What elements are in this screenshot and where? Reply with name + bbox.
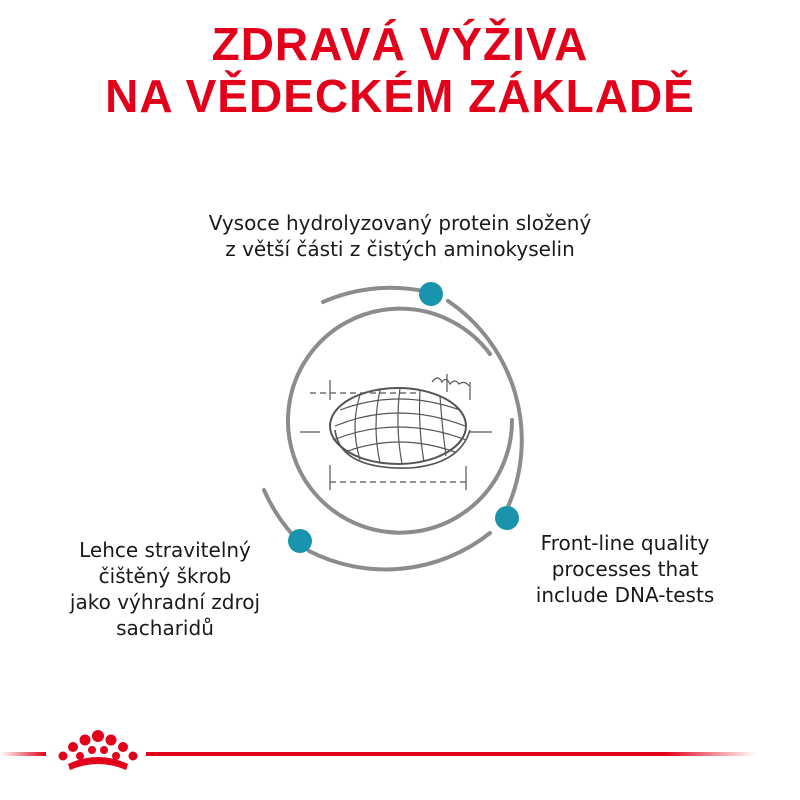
kibble-sketch-illustration bbox=[300, 374, 492, 490]
teal-dot-left bbox=[288, 529, 312, 553]
headline-line-2: NA VĚDECKÉM ZÁKLADĚ bbox=[105, 70, 695, 122]
callout-protein-line-2: z větší části z čistých aminokyselin bbox=[225, 237, 575, 261]
callout-protein-line-1: Vysoce hydrolyzovaný protein složený bbox=[208, 211, 592, 235]
callout-starch-line-1: Lehce stravitelný bbox=[79, 538, 251, 562]
outer-ring-arc-right bbox=[448, 301, 522, 509]
red-line-right bbox=[146, 752, 756, 756]
inner-ring bbox=[288, 309, 512, 533]
outer-ring-arc-left bbox=[264, 490, 292, 534]
teal-dot-top bbox=[419, 282, 443, 306]
teal-dot-right bbox=[495, 506, 519, 530]
callout-quality-line-1: Front-line quality bbox=[540, 531, 710, 555]
callout-quality-line-2: processes that bbox=[551, 557, 699, 581]
outer-ring-arc-top bbox=[323, 288, 432, 302]
royal-canin-crown-logo bbox=[52, 728, 144, 776]
red-line-left bbox=[0, 752, 46, 756]
outer-ring bbox=[264, 288, 522, 570]
headline-line-1: ZDRAVÁ VÝŽIVA bbox=[211, 18, 589, 70]
callout-starch-line-3: jako výhradní zdroj bbox=[69, 590, 261, 614]
callout-starch-line-2: čištěný škrob bbox=[98, 564, 232, 588]
callout-quality-line-3: include DNA-tests bbox=[535, 583, 715, 607]
callout-starch-line-4: sacharidů bbox=[116, 616, 214, 640]
outer-ring-arc-bottom bbox=[309, 533, 490, 569]
